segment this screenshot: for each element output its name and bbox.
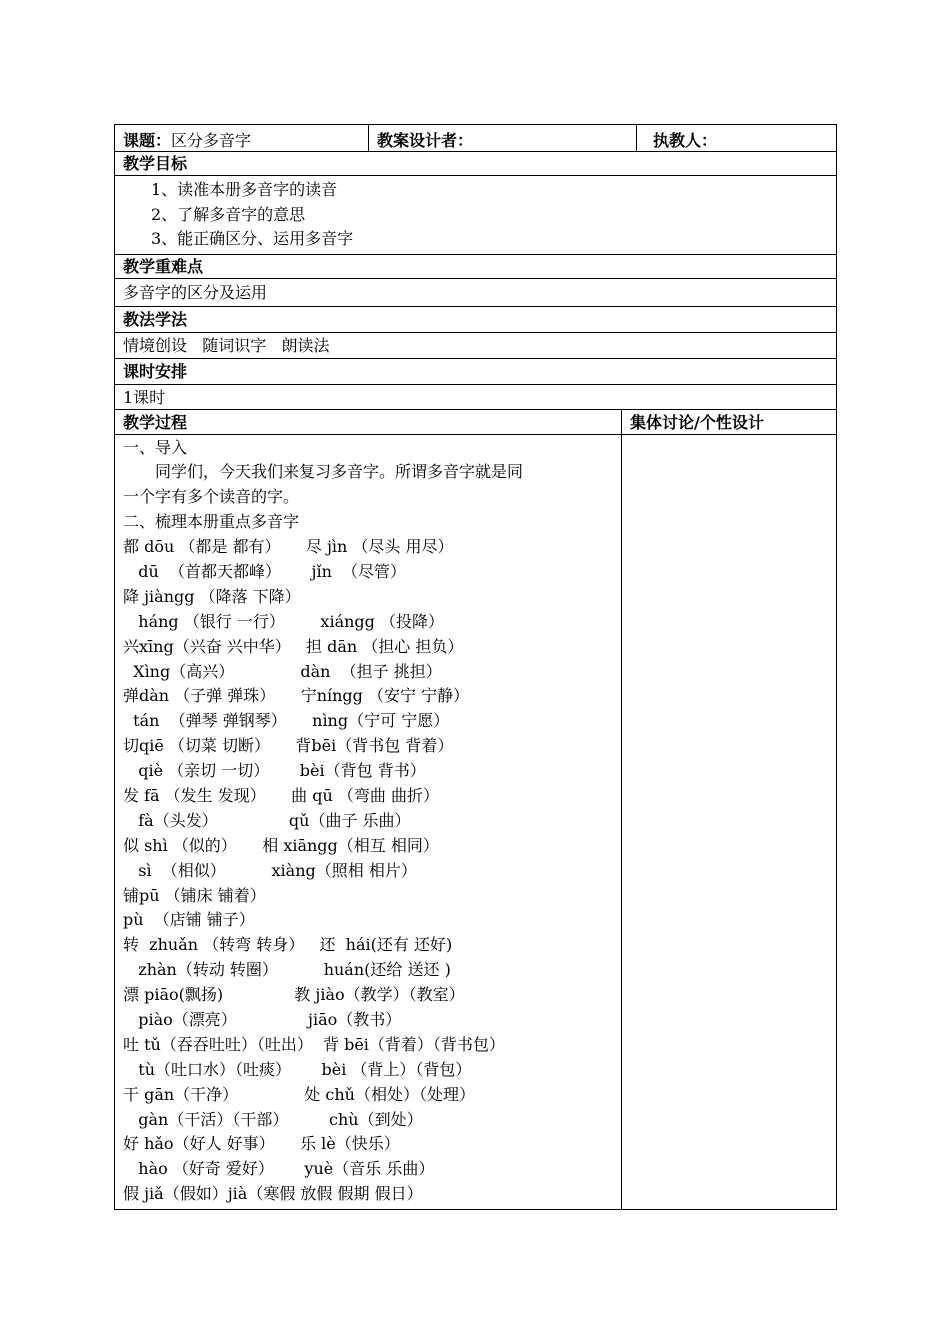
polyphone-line: 降 jiàngg （降落 下降） <box>123 586 301 606</box>
schedule-text: 1课时 <box>115 385 836 410</box>
process-content <box>115 435 622 1210</box>
teacher-cell: 执教人： <box>653 131 718 150</box>
methods-heading: 教法学法 <box>115 307 836 333</box>
designer-cell: 教案设计者： <box>369 125 637 151</box>
polyphone-line: 吐 tǔ（吞吞吐吐）（吐出） 背 bēi（背着）（背书包） <box>123 1034 505 1054</box>
polyphone-line: hào （好奇 爱好） yuè（音乐 乐曲） <box>123 1159 435 1179</box>
process-heading-row <box>115 410 836 435</box>
polyphone-line: háng （银行 一行） xiángg （投降） <box>123 611 444 631</box>
polyphone-line: 假 jiǎ（假如）jià（寒假 放假 假期 假日） <box>123 1184 423 1204</box>
key-points-text: 多音字的区分及运用 <box>115 279 836 307</box>
polyphone-line: Xìng（高兴） dàn （担子 挑担） <box>123 661 442 681</box>
topic-value: 区分多音字 <box>171 131 252 150</box>
polyphone-line: 兴xīng（兴奋 兴中华） 担 dān （担心 担负） <box>123 636 464 656</box>
polyphone-line: 似 shì （似的） 相 xiāngg（相互 相同） <box>123 835 439 855</box>
review-title: 二、梳理本册重点多音字 <box>123 512 300 532</box>
objective-item: 1、读准本册多音字的读音 <box>151 180 338 199</box>
objectives-list <box>115 176 836 255</box>
polyphone-line: 干 gān（干净） 处 chǔ（相处）（处理） <box>123 1084 475 1104</box>
polyphone-line: pù （店铺 铺子） <box>123 910 255 930</box>
polyphone-line: piào（漂亮） jiāo（教书） <box>123 1009 402 1029</box>
key-points-heading: 教学重难点 <box>115 255 836 279</box>
objective-item: 3、能正确区分、运用多音字 <box>151 229 354 248</box>
topic-label: 课题： <box>123 131 172 150</box>
polyphone-line: 铺pū （铺床 铺着） <box>123 885 266 905</box>
objectives-heading: 教学目标 <box>115 152 836 176</box>
polyphone-line: 好 hǎo（好人 好事） 乐 lè（快乐） <box>123 1134 400 1154</box>
polyphone-line: 漂 piāo(飘扬) 教 jiào（教学）（教室） <box>123 985 465 1005</box>
polyphone-line: zhàn（转动 转圈） huán(还给 送还 ) <box>123 960 451 980</box>
polyphone-line: 发 fā （发生 发现） 曲 qū （弯曲 曲折） <box>123 785 439 805</box>
polyphone-line: qiè （亲切 一切） bèi（背包 背书） <box>123 761 426 781</box>
header-row <box>115 125 836 152</box>
process-heading: 教学过程 <box>115 410 622 434</box>
polyphone-line: tán （弹琴 弹钢琴） nìng（宁可 宁愿） <box>123 711 450 731</box>
polyphone-list <box>123 535 621 1207</box>
discussion-heading: 集体讨论/个性设计 <box>630 412 764 432</box>
intro-text-cont: 一个字有多个读音的字。 <box>123 487 300 507</box>
lesson-plan-table <box>114 124 837 1210</box>
polyphone-line: 切qiē （切菜 切断） 背bēi（背书包 背着） <box>123 736 454 756</box>
lesson-plan <box>114 124 837 1210</box>
polyphone-line: 转 zhuǎn （转弯 转身） 还 hái(还有 还好) <box>123 935 453 955</box>
discussion-column <box>622 435 836 1210</box>
topic-cell <box>115 125 369 151</box>
schedule-heading: 课时安排 <box>115 359 836 385</box>
intro-text: 同学们，今天我们来复习多音字。所谓多音字就是同 <box>155 462 524 482</box>
polyphone-line: tù（吐口水）（吐痰） bèi （背上）（背包） <box>123 1059 472 1079</box>
polyphone-line: 都 dōu （都是 都有） 尽 jìn （尽头 用尽） <box>123 537 454 557</box>
polyphone-line: gàn（干活）（干部） chù（到处） <box>123 1109 423 1129</box>
polyphone-line: dū （首都天都峰） jǐn （尽管） <box>123 561 407 581</box>
methods-text: 情境创设 随词识字 朗读法 <box>115 333 836 359</box>
objective-item: 2、了解多音字的意思 <box>151 204 306 224</box>
polyphone-line: 弹dàn （子弹 弹珠） 宁níngg （安宁 宁静） <box>123 686 470 706</box>
polyphone-line: fà（头发） qǔ（曲子 乐曲） <box>123 810 411 830</box>
polyphone-line: sì （相似） xiàng（照相 相片） <box>123 860 417 880</box>
process-body <box>115 435 836 1210</box>
intro-title: 一、导入 <box>123 437 188 457</box>
